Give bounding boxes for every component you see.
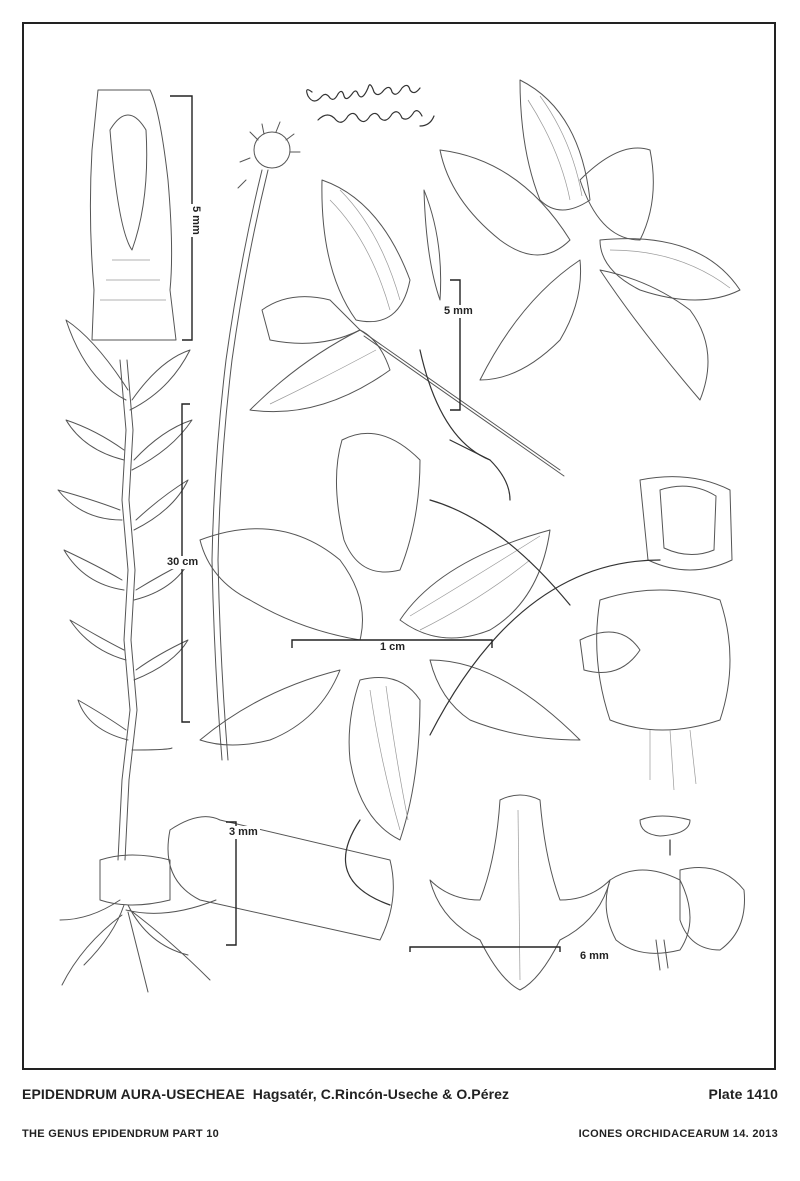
species-title xyxy=(22,1086,509,1102)
scale-label-3mm: 3 mm xyxy=(229,826,258,838)
handwritten-signature-icon xyxy=(307,85,434,126)
species-name: EPIDENDRUM AURA-USECHEAE xyxy=(22,1086,245,1102)
flower-tube-detail xyxy=(90,90,176,340)
plant-habit-drawing xyxy=(58,320,216,992)
scale-bars xyxy=(170,96,560,952)
scale-label-30cm: 30 cm xyxy=(167,556,199,568)
series-title: THE GENUS EPIDENDRUM PART 10 xyxy=(22,1128,220,1140)
journal-citation: ICONES ORCHIDACEARUM 14. 2013 xyxy=(578,1128,778,1140)
plate-title-row xyxy=(22,1086,778,1102)
plate-number: Plate 1410 xyxy=(708,1086,778,1102)
flower-spread-parts xyxy=(200,433,580,840)
column-detail xyxy=(580,477,732,790)
scale-label-6mm: 6 mm xyxy=(580,950,609,962)
scale-label-5mm-mid: 5 mm xyxy=(444,305,473,317)
scale-label-1cm: 1 cm xyxy=(380,641,406,653)
pollinarium-detail xyxy=(606,816,744,970)
flower-side-view xyxy=(250,180,564,476)
inflorescence-stalk xyxy=(212,122,300,760)
scale-label-5mm-top: 5 mm xyxy=(190,206,202,235)
plate-footer-row xyxy=(22,1128,778,1140)
flower-front-view-large xyxy=(440,80,740,400)
species-authors: Hagsatér, C.Rincón-Useche & O.Pérez xyxy=(252,1086,510,1102)
